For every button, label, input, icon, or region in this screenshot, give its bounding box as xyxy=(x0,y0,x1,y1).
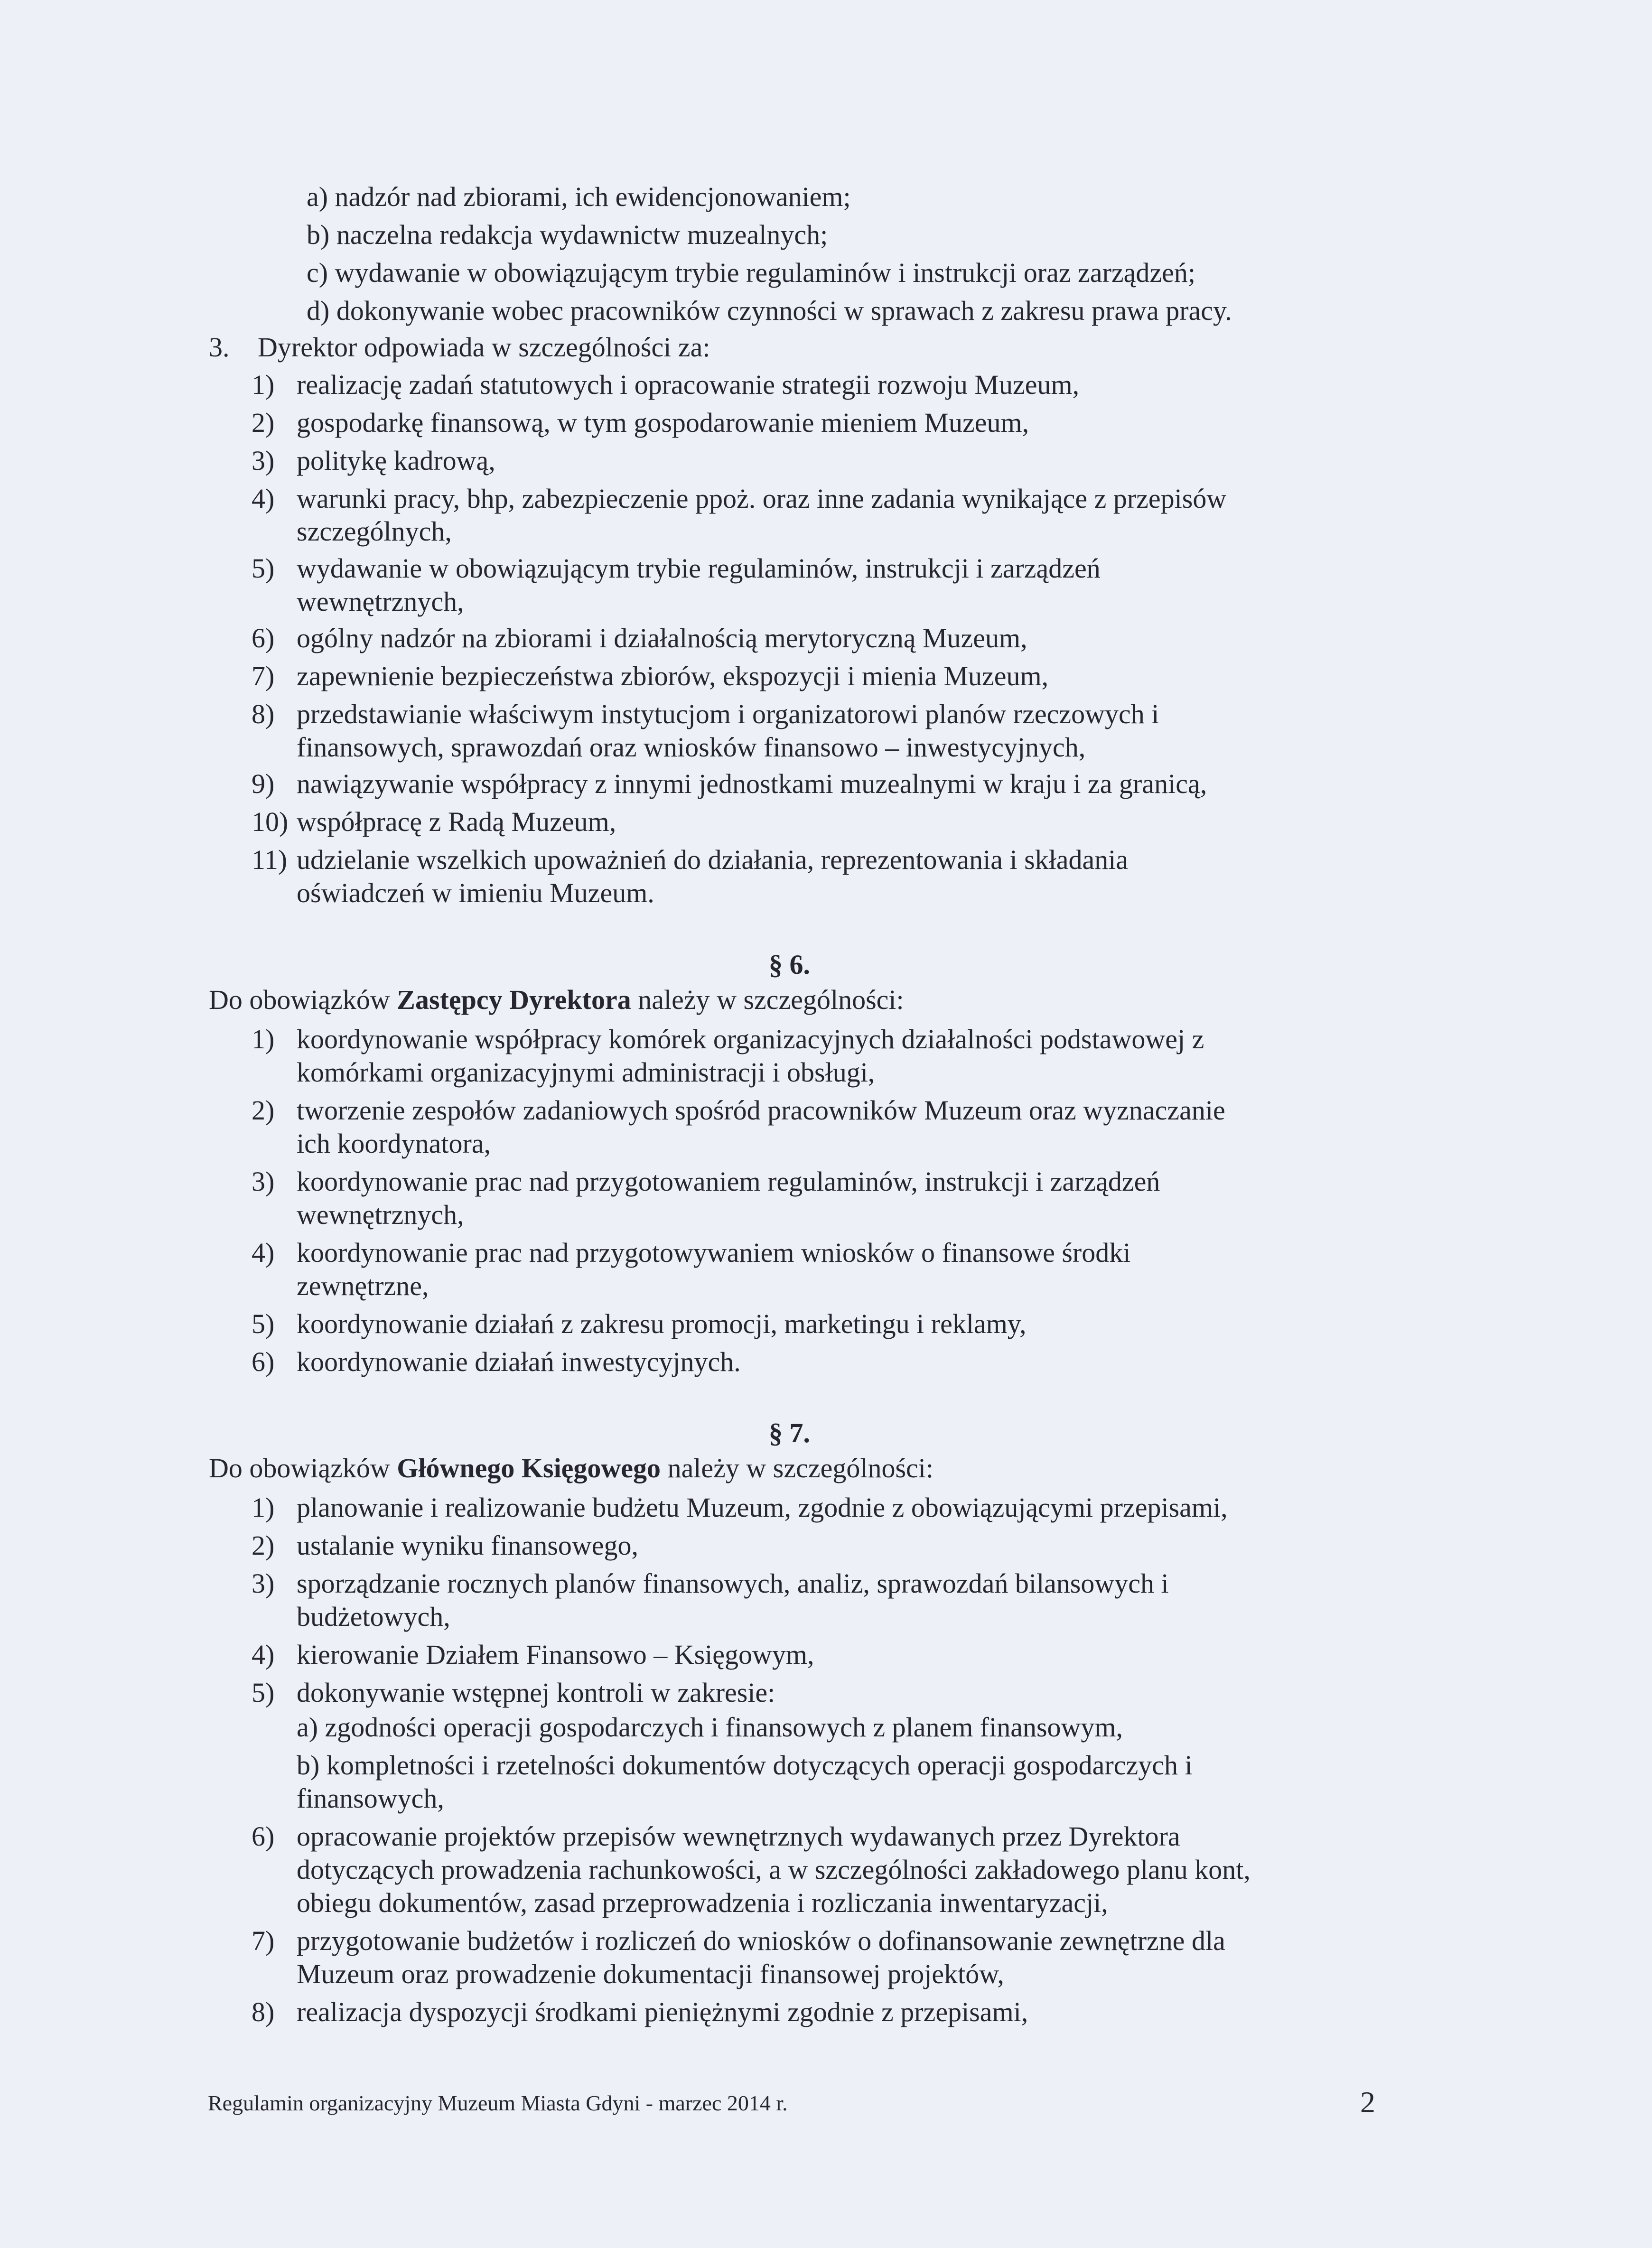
page-number: 2 xyxy=(1360,2085,1375,2119)
s3-item-11-text-cont: oświadczeń w imieniu Muzeum. xyxy=(297,877,654,908)
p7-item-4-text: kierowanie Działem Finansowo – Księgowym, xyxy=(297,1639,814,1670)
paragraph-7-heading: § 7. xyxy=(769,1418,810,1448)
s3-item-5-text-cont: wewnętrznych, xyxy=(297,586,464,617)
p6-item-3-text: koordynowanie prac nad przygotowaniem regulaminów, instrukcji i zarządzeń xyxy=(297,1166,1160,1197)
p6-item-2-text-cont: ich koordynatora, xyxy=(297,1128,491,1159)
s3-item-7-text: zapewnienie bezpieczeństwa zbiorów, ekspozycji i mienia Muzeum, xyxy=(297,661,1049,691)
p7-item-6-text: opracowanie projektów przepisów wewnętrznych wydawanych przez Dyrektora xyxy=(297,1821,1180,1852)
paragraph-7-intro-pre: Do obowiązków xyxy=(209,1453,397,1483)
paragraph-7-intro-post: należy w szczególności: xyxy=(661,1453,933,1483)
top-item-d: d) dokonywanie wobec pracowników czynności w sprawach z zakresu prawa pracy. xyxy=(307,295,1232,326)
s3-item-5-text: wydawanie w obowiązującym trybie regulaminów, instrukcji i zarządzeń xyxy=(297,553,1101,584)
p7-item-2-num: 2) xyxy=(252,1530,275,1561)
s3-item-6-num: 6) xyxy=(252,623,275,653)
s3-item-7-num: 7) xyxy=(252,661,275,691)
paragraph-6-intro-post: należy w szczególności: xyxy=(631,984,904,1015)
p6-item-5-text: koordynowanie działań z zakresu promocji, marketingu i reklamy, xyxy=(297,1308,1027,1339)
p7-item-4-num: 4) xyxy=(252,1639,275,1670)
s3-item-4-text-cont: szczególnych, xyxy=(297,516,452,547)
p6-item-1-text: koordynowanie współpracy komórek organizacyjnych działalności podstawowej z xyxy=(297,1024,1204,1054)
s3-item-1-text: realizację zadań statutowych i opracowanie strategii rozwoju Muzeum, xyxy=(297,369,1080,400)
p6-item-4-num: 4) xyxy=(252,1237,275,1268)
s3-item-2-text: gospodarkę finansową, w tym gospodarowanie mieniem Muzeum, xyxy=(297,407,1029,438)
p7-item-5-text: dokonywanie wstępnej kontroli w zakresie: xyxy=(297,1677,775,1708)
p7-item-2-text: ustalanie wyniku finansowego, xyxy=(297,1530,639,1561)
p6-item-5-num: 5) xyxy=(252,1308,275,1339)
p7-item-5a-text: a) zgodności operacji gospodarczych i finansowych z planem finansowym, xyxy=(297,1712,1123,1743)
p6-item-6-text: koordynowanie działań inwestycyjnych. xyxy=(297,1346,741,1377)
s3-item-11-text: udzielanie wszelkich upoważnień do działania, reprezentowania i składania xyxy=(297,844,1129,875)
s3-item-9-num: 9) xyxy=(252,768,275,799)
p7-item-5-num: 5) xyxy=(252,1677,275,1708)
s3-item-8-text-cont: finansowych, sprawozdań oraz wniosków finansowo – inwestycyjnych, xyxy=(297,732,1086,763)
p7-item-3-text: sporządzanie rocznych planów finansowych, analiz, sprawozdań bilansowych i xyxy=(297,1568,1169,1599)
p7-item-3-num: 3) xyxy=(252,1568,275,1599)
footer-text: Regulamin organizacyjny Muzeum Miasta Gdyni - marzec 2014 r. xyxy=(208,2091,788,2115)
paragraph-7-role: Głównego Księgowego xyxy=(397,1453,661,1483)
p7-item-3-text-cont: budżetowych, xyxy=(297,1601,450,1632)
p6-item-1-num: 1) xyxy=(252,1024,275,1054)
s3-item-10-num: 10) xyxy=(252,806,289,837)
p7-item-1-num: 1) xyxy=(252,1492,275,1523)
p6-item-1-text-cont: komórkami organizacyjnymi administracji i obsługi, xyxy=(297,1057,875,1088)
p6-item-2-num: 2) xyxy=(252,1095,275,1126)
s3-item-3-num: 3) xyxy=(252,445,275,476)
paragraph-6-intro-pre: Do obowiązków xyxy=(209,984,397,1015)
p7-item-7-num: 7) xyxy=(252,1925,275,1956)
top-item-c: c) wydawanie w obowiązującym trybie regulaminów i instrukcji oraz zarządzeń; xyxy=(307,257,1195,288)
p7-item-5b-text: b) kompletności i rzetelności dokumentów dotyczących operacji gospodarczych i xyxy=(297,1750,1193,1781)
paragraph-7-intro xyxy=(209,1452,933,1485)
s3-item-8-num: 8) xyxy=(252,699,275,729)
s3-item-11-num: 11) xyxy=(252,844,288,875)
s3-item-9-text: nawiązywanie współpracy z innymi jednostkami muzealnymi w kraju i za granicą, xyxy=(297,768,1207,799)
p7-item-6-num: 6) xyxy=(252,1821,275,1852)
p6-item-3-num: 3) xyxy=(252,1166,275,1197)
p7-item-6-text-cont-2: obiegu dokumentów, zasad przeprowadzenia i rozliczania inwentaryzacji, xyxy=(297,1887,1108,1918)
paragraph-6-role: Zastępcy Dyrektora xyxy=(397,984,631,1015)
p7-item-8-num: 8) xyxy=(252,1996,275,2027)
p7-item-7-text: przygotowanie budżetów i rozliczeń do wniosków o dofinansowanie zewnętrzne dla xyxy=(297,1925,1225,1956)
s3-item-2-num: 2) xyxy=(252,407,275,438)
top-item-a: a) nadzór nad zbiorami, ich ewidencjonowaniem; xyxy=(307,181,851,212)
p7-item-6-text-cont-1: dotyczących prowadzenia rachunkowości, a w szczególności zakładowego planu kont, xyxy=(297,1854,1251,1885)
s3-item-4-num: 4) xyxy=(252,483,275,514)
section-3-intro: Dyrektor odpowiada w szczególności za: xyxy=(258,332,710,363)
s3-item-6-text: ogólny nadzór na zbiorami i działalnością merytoryczną Muzeum, xyxy=(297,623,1027,653)
p7-item-8-text: realizacja dyspozycji środkami pieniężnymi zgodnie z przepisami, xyxy=(297,1996,1028,2027)
p7-item-1-text: planowanie i realizowanie budżetu Muzeum, zgodnie z obowiązującymi przepisami, xyxy=(297,1492,1228,1523)
s3-item-1-num: 1) xyxy=(252,369,275,400)
p7-item-5b-text-cont: finansowych, xyxy=(297,1783,444,1814)
s3-item-3-text: politykę kadrową, xyxy=(297,445,495,476)
s3-item-4-text: warunki pracy, bhp, zabezpieczenie ppoż. oraz inne zadania wynikające z przepisów xyxy=(297,483,1227,514)
s3-item-10-text: współpracę z Radą Muzeum, xyxy=(297,806,616,837)
p6-item-6-num: 6) xyxy=(252,1346,275,1377)
paragraph-6-heading: § 6. xyxy=(769,949,810,980)
p6-item-2-text: tworzenie zespołów zadaniowych spośród pracowników Muzeum oraz wyznaczanie xyxy=(297,1095,1225,1126)
section-3-number: 3. xyxy=(209,332,230,363)
p7-item-7-text-cont: Muzeum oraz prowadzenie dokumentacji finansowej projektów, xyxy=(297,1959,1004,1989)
top-item-b: b) naczelna redakcja wydawnictw muzealnych; xyxy=(307,219,828,250)
paragraph-6-intro xyxy=(209,983,904,1017)
p6-item-4-text-cont: zewnętrzne, xyxy=(297,1270,429,1301)
p6-item-4-text: koordynowanie prac nad przygotowywaniem wniosków o finansowe środki xyxy=(297,1237,1131,1268)
s3-item-5-num: 5) xyxy=(252,553,275,584)
s3-item-8-text: przedstawianie właściwym instytucjom i organizatorowi planów rzeczowych i xyxy=(297,699,1159,729)
p6-item-3-text-cont: wewnętrznych, xyxy=(297,1199,464,1230)
